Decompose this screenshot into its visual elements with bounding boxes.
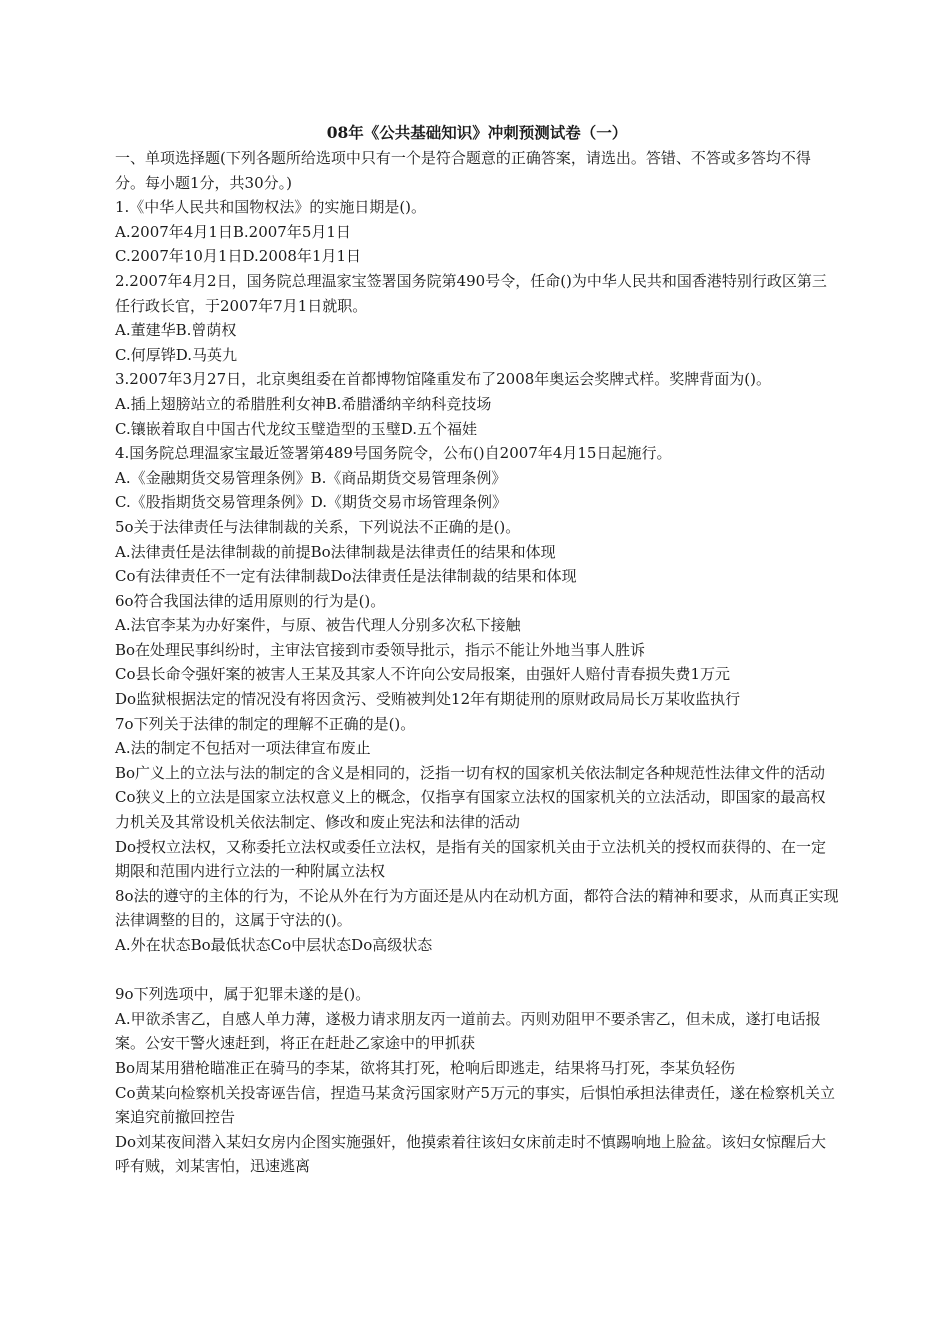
question-5-options-cd: Co有法律责任不一定有法律制裁Do法律责任是法律制裁的结果和体现 xyxy=(115,567,577,586)
question-9-option-b: Bo周某用猎枪瞄准正在骑马的李某，欲将其打死，枪响后即逃走，结果将马打死，李某负轻伤 xyxy=(115,1058,736,1077)
question-2-options-ab: A.董建华B.曾荫权 xyxy=(115,321,237,340)
section-heading: 一、单项选择题(下列各题所给选项中只有一个是符合题意的正确答案，请选出。答错、不答或多答均不得分。每小题1分，共30分。) xyxy=(115,149,811,192)
question-7-option-d: Do授权立法权，又称委托立法权或委任立法权，是指有关的国家机关由于立法机关的授权而获得的、在一定期限和范围内进行立法的一种附属立法权 xyxy=(115,837,827,881)
question-7-option-c: Co狭义上的立法是国家立法权意义上的概念，仅指享有国家立法权的国家机关的立法活动，即国家的最高权力机关及其常设机关依法制定、修改和废止宪法和法律的活动 xyxy=(115,788,826,832)
question-5-options-ab: A.法律责任是法律制裁的前提Bo法律制裁是法律责任的结果和体现 xyxy=(115,542,556,561)
question-8-options: A.外在状态Bo最低状态Co中层状态Do高级状态 xyxy=(115,936,433,954)
question-6-option-a: A.法官李某为办好案件，与原、被告代理人分别多次私下接触 xyxy=(115,616,521,635)
question-6-option-d: Do监狱根据法定的情况没有将因贪污、受贿被判处12年有期徒刑的原财政局局长万某收监执行 xyxy=(115,690,741,709)
question-1: 1.《中华人民共和国物权法》的实施日期是()。 xyxy=(115,198,427,217)
question-7-option-b: Bo广义上的立法与法的制定的含义是相同的，泛指一切有权的国家机关依法制定各种规范性法律文件的活动 xyxy=(115,763,826,782)
question-9-option-a: A.甲欲杀害乙，自感人单力薄，遂极力请求朋友丙一道前去。丙则劝阻甲不要杀害乙，但未成，遂打电话报案。公安干警火速赶到，将正在赶赴乙家途中的甲抓获 xyxy=(115,1009,821,1053)
question-5: 5o关于法律责任与法律制裁的关系，下列说法不正确的是()。 xyxy=(115,517,521,536)
document-title: 08年《公共基础知识》冲刺预测试卷（一） xyxy=(326,123,628,142)
question-9: 9o下列选项中，属于犯罪未遂的是()。 xyxy=(115,985,371,1004)
question-3: 3.2007年3月27日，北京奥组委在首都博物馆隆重发布了2008年奥运会奖牌式样。奖牌背面为()。 xyxy=(115,370,771,389)
question-4-options-cd: C.《股指期货交易管理条例》D.《期货交易市场管理条例》 xyxy=(115,493,507,512)
question-3-options-ab: A.插上翅膀站立的希腊胜利女神B.希腊潘纳辛纳科竞技场 xyxy=(115,394,492,413)
question-8: 8o法的遵守的主体的行为，不论从外在行为方面还是从内在动机方面，都符合法的精神和要求，从而真正实现法律调整的目的，这属于守法的()。 xyxy=(115,886,839,930)
question-9-option-c: Co黄某向检察机关投寄诬告信，捏造马某贪污国家财产5万元的事实，后惧怕承担法律责任，遂在检察机关立案追究前撤回控告 xyxy=(115,1083,836,1127)
question-1-options-ab: A.2007年4月1日B.2007年5月1日 xyxy=(115,222,351,241)
question-3-options-cd: C.镶嵌着取自中国古代龙纹玉璧造型的玉璧D.五个福娃 xyxy=(115,419,477,438)
question-6-option-c: Co县长命令强奸案的被害人王某及其家人不许向公安局报案，由强奸人赔付青春损失费1万元 xyxy=(115,665,731,684)
question-7-option-a: A.法的制定不包括对一项法律宣布废止 xyxy=(115,739,371,758)
question-9-option-d: Do刘某夜间潜入某妇女房内企图实施强奸，他摸索着往该妇女床前走时不慎踢响地上脸盆。该妇女惊醒后大呼有贼，刘某害怕，迅速逃离 xyxy=(115,1132,827,1176)
question-2-options-cd: C.何厚铧D.马英九 xyxy=(115,345,237,364)
question-4-options-ab: A.《金融期货交易管理条例》B.《商品期货交易管理条例》 xyxy=(115,468,507,487)
document-body xyxy=(115,146,839,1179)
blank-line xyxy=(115,958,839,983)
question-6-option-b: Bo在处理民事纠纷时，主审法官接到市委领导批示，指示不能让外地当事人胜诉 xyxy=(115,640,646,659)
question-7: 7o下列关于法律的制定的理解不正确的是()。 xyxy=(115,714,416,733)
question-1-options-cd: C.2007年10月1日D.2008年1月1日 xyxy=(115,247,362,266)
question-2: 2.2007年4月2日，国务院总理温家宝签署国务院第490号令，任命()为中华人民共和国香港特别行政区第三任行政长官，于2007年7月1日就职。 xyxy=(115,271,827,315)
question-6: 6o符合我国法律的适用原则的行为是()。 xyxy=(115,591,386,610)
document-page xyxy=(115,120,839,1179)
question-4: 4.国务院总理温家宝最近签署第489号国务院令，公布()自2007年4月15日起施行。 xyxy=(115,444,672,463)
